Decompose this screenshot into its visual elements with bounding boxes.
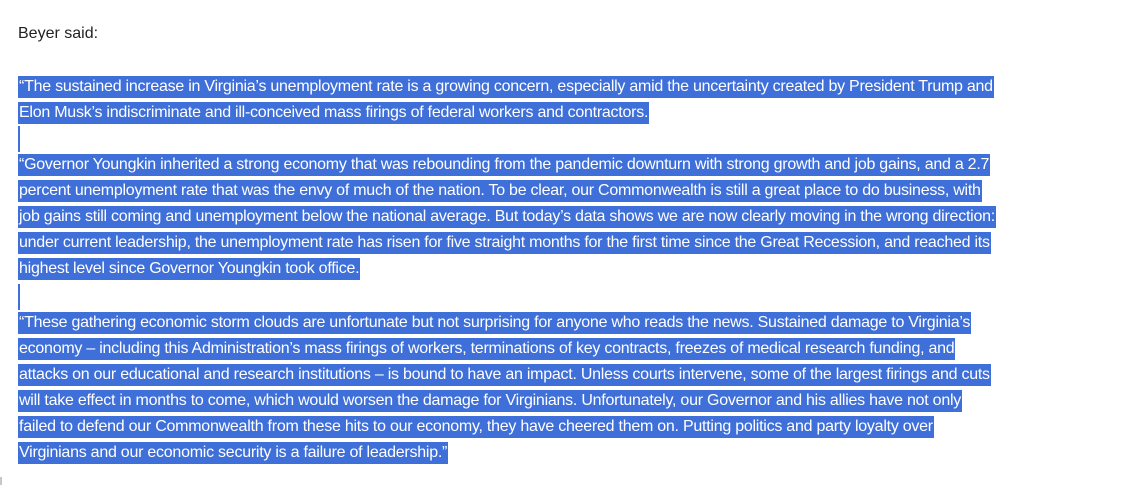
text-line: [18, 204, 1134, 230]
text-line: [18, 362, 1134, 388]
text-line: [18, 100, 1134, 126]
intro-text: Beyer said:: [18, 25, 99, 42]
selected-text[interactable]: attacks on our educational and research institutions – is bound to have an impact. Unless courts intervene, some of the largest firings and cuts: [18, 364, 991, 386]
selected-text[interactable]: “These gathering economic storm clouds are unfortunate but not surprising for anyone who reads the news. Sustained damage to Virginia’s: [18, 312, 971, 334]
selection-gap-marker: [18, 126, 20, 152]
text-line: [18, 440, 1134, 466]
text-line: [18, 256, 1134, 282]
text-line: [18, 388, 1134, 414]
selected-text[interactable]: highest level since Governor Youngkin took office.: [18, 258, 360, 280]
selected-text[interactable]: failed to defend our Commonwealth from these hits to our economy, they have cheered them on. Putting politics and party loyalty over: [18, 416, 934, 438]
selected-text[interactable]: job gains still coming and unemployment below the national average. But today’s data shows we are now clearly moving in the wrong direction:: [18, 206, 996, 228]
selected-text[interactable]: “Governor Youngkin inherited a strong economy that was rebounding from the pandemic downturn with strong growth and job gains, and a 2.7: [18, 154, 990, 176]
selected-text[interactable]: Virginians and our economic security is a failure of leadership.”: [18, 442, 448, 464]
selection-gap-marker: [18, 284, 20, 310]
text-line: [18, 414, 1134, 440]
text-line: [18, 336, 1134, 362]
quote-paragraph-2[interactable]: [18, 152, 1134, 282]
text-line: [18, 310, 1134, 336]
text-line: [18, 74, 1134, 100]
text-line: [18, 152, 1134, 178]
text-line: [18, 230, 1134, 256]
selected-text[interactable]: percent unemployment rate that was the envy of much of the nation. To be clear, our Commonwealth is still a great place to do business, with: [18, 180, 982, 202]
selected-text[interactable]: Elon Musk’s indiscriminate and ill-conceived mass firings of federal workers and contractors.: [18, 102, 649, 124]
quote-paragraph-1[interactable]: [18, 74, 1134, 126]
scroll-edge-marker: [0, 477, 2, 485]
text-line: [18, 178, 1134, 204]
selected-text[interactable]: will take effect in months to come, which would worsen the damage for Virginians. Unfortunately, our Governor and his allies have not only: [18, 390, 962, 412]
selected-text[interactable]: under current leadership, the unemployment rate has risen for five straight months for the first time since the Great Recession, and reached its: [18, 232, 991, 254]
selected-text[interactable]: economy – including this Administration’s mass firings of workers, terminations of key contracts, freezes of medical research funding, and: [18, 338, 955, 360]
selected-text[interactable]: “The sustained increase in Virginia’s unemployment rate is a growing concern, especially amid the uncertainty created by President Trump and: [18, 76, 994, 98]
quote-paragraph-3[interactable]: [18, 310, 1134, 466]
